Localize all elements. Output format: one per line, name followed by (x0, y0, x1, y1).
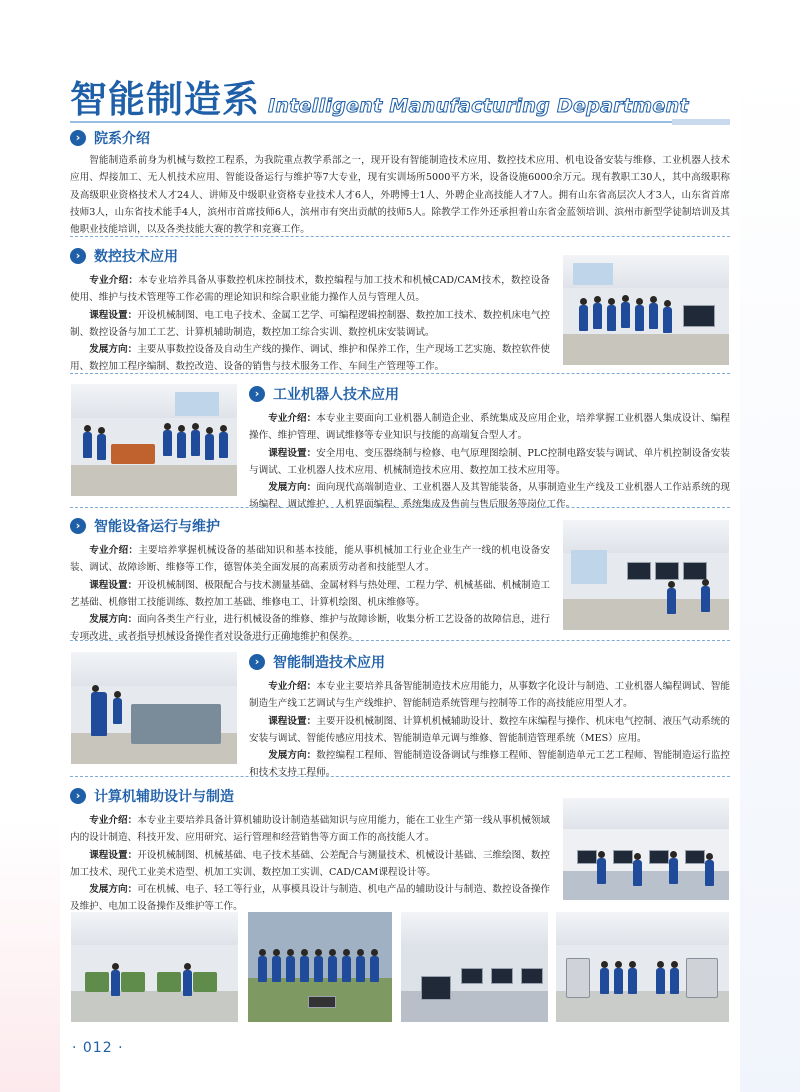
cnc-lab-photo (563, 255, 729, 365)
major-intro: 专业介绍：本专业主要培养具备计算机辅助设计制造基础知识与应用能力，能在工业生产第一线从事机械领域内的设计制造、科技开发、应用研究、运行管理和经营销售等方面工作的高技能人才。 (70, 815, 551, 844)
major-intro: 专业介绍：本专业主要面向工业机器人制造企业、系统集成及应用企业，培养掌握工业机器人集成设计、编程操作、维护管理、调试维修等专业知识与技能的高端复合型人才。 (249, 413, 730, 442)
section-header (70, 246, 550, 266)
section-department-intro (70, 128, 730, 238)
major-intro: 专业介绍：本专业培养具备从事数控机床控制技术，数控编程与加工技术和机械CAD/CAM技术，数控设备使用、维护与技术管理等工作必需的理论知识和综合职业能力操作人员与管理人员。 (70, 275, 550, 304)
page-title (70, 72, 689, 122)
cad-classroom-photo (563, 798, 729, 900)
major-career: 发展方向：主要从事数控设备及自动生产线的操作、调试、维护和保养工作，生产现场工艺实施、数控软件使用、数控加工程序编制、数控改造、设备的销售与技术服务工作、车间生产管理等工作。 (70, 344, 551, 373)
major-career: 发展方向：可在机械、电子、轻工等行业，从事模具设计与制造、机电产品的辅助设计与制造、数控设备操作及维护、电加工设备操作及维护等工作。 (70, 884, 551, 913)
chevron-right-icon: › (70, 130, 86, 146)
workshop-photo-1 (71, 912, 238, 1022)
title-underline-accent (672, 119, 730, 125)
section-divider (70, 507, 730, 508)
section-title: 计算机辅助设计与制造 (94, 789, 234, 805)
section-smart-manufacturing (249, 652, 730, 782)
section-title: 智能设备运行与维护 (94, 519, 220, 535)
robotics-lab-photo (71, 384, 237, 496)
major-intro: 专业介绍：本专业主要培养具备智能制造技术应用能力，从事数字化设计与制造、工业机器人编程调试、智能制造生产线工艺调试与生产线维护、智能制造系统管理与控制等工作的高技能应用型人才。 (249, 681, 730, 710)
chevron-right-icon: › (249, 654, 265, 670)
chevron-right-icon: › (70, 518, 86, 534)
section-cad-cam (70, 786, 550, 916)
section-header (249, 652, 730, 672)
machining-workshop-photo (556, 912, 729, 1022)
section-header (249, 384, 730, 404)
title-underline (70, 121, 730, 123)
page-number: · 012 · (72, 1040, 124, 1056)
smart-manufacturing-photo (71, 652, 237, 764)
major-courses: 课程设置：开设机械制图、机械基础、电子技术基础、公差配合与测量技术、机械设计基础、三维绘图、数控加工技术、现代工业美术造型、机加工实训、数控加工实训、CAD/CAM课程设计等。 (70, 849, 551, 878)
section-header (70, 786, 550, 806)
section-header (70, 516, 550, 536)
background-decoration-left (0, 820, 60, 1092)
chevron-right-icon: › (70, 788, 86, 804)
section-body (249, 678, 730, 782)
major-career: 发展方向：面向现代高端制造业、工业机器人及其智能装备，从事制造业生产线及工业机器人工作站系统的现场编程、调试维护、人机界面编程、系统集成及售前与售后服务等岗位工作。 (249, 482, 730, 511)
section-divider (70, 236, 730, 237)
major-intro: 专业介绍：主要培养掌握机械设备的基础知识和基本技能，能从事机械加工行业企业生产一线的机电设备安装、调试、故障诊断、维修等工作，德智体美全面发展的高素质劳动者和技能型人才。 (70, 545, 551, 574)
section-divider (70, 776, 730, 777)
section-body (70, 272, 550, 376)
major-career: 发展方向：面向各类生产行业，进行机械设备的维修、维护与故障诊断，收集分析工艺设备的故障信息，进行专项改进，或者指导机械设备操作者对设备进行正确地维护和保养。 (70, 614, 551, 643)
section-smart-equipment (70, 516, 550, 646)
section-divider (70, 373, 730, 374)
section-header (70, 128, 730, 148)
department-title-cn: 智能制造系 (70, 78, 260, 121)
chevron-right-icon: › (70, 248, 86, 264)
section-title: 工业机器人技术应用 (273, 387, 399, 403)
section-body (70, 152, 730, 238)
equipment-lab-photo (563, 520, 729, 630)
section-body (249, 410, 730, 514)
department-title-en: Intelligent Manufacturing Department (268, 95, 689, 117)
section-divider (70, 640, 730, 641)
drone-group-photo (248, 912, 392, 1022)
major-courses: 课程设置：开设机械制图、电工电子技术、金属工艺学、可编程逻辑控制器、数控加工技术、数控机床电气控制、数控设备与加工工艺、计算机辅助制造，数控加工综合实训、数控机床安装调试。 (70, 309, 551, 338)
section-body (70, 542, 550, 646)
section-body (70, 812, 550, 916)
major-courses: 课程设置：开设机械制图、极限配合与技术测量基础、金属材料与热处理、工程力学、机械基础、机械制造工艺基础、机修钳工技能训练、数控加工基础、维修电工、计算机绘图、机床维修等。 (70, 579, 551, 608)
section-title: 智能制造技术应用 (273, 655, 385, 671)
intro-paragraph: 智能制造系前身为机械与数控工程系，为我院重点教学系部之一，现开设有智能制造技术应用、数控技术应用、机电设备安装与维修、工业机器人技术应用、焊接加工、无人机技术应用、智能设备运行与维护等7大专业，现有实训场所5000平方米，设备设施6000余万元。现有教职工30人，其中高级职称及高级职业资格技术人才24人、讲师及中级职业资格专业技术人才6人，外聘博士1人、外聘企业高技能人才7人。拥有山东省高层次人才3人，山东省首席技师3人，山东省技术能手4人，滨州市首席技师6人，滨州市有突出贡献的技师5人。除教学工作外还承担着山东省金蓝领培训、滨州市新型学徒制培训及其他职业技能培训，以及各类技能大赛的教学和竞赛工作。 (70, 155, 730, 236)
chevron-right-icon: › (249, 386, 265, 402)
major-courses: 课程设置：主要开设机械制图、计算机机械辅助设计、数控车床编程与操作、机床电气控制、液压气动系统的安装与调试、智能传感应用技术、智能制造单元调与维修、智能制造管理系统（MES）应用。 (249, 715, 730, 744)
background-decoration-right (740, 60, 800, 1092)
major-courses: 课程设置：安全用电、变压器绕制与检修、电气原理图绘制、PLC控制电路安装与调试、单片机控制设备安装与调试、工业机器人技术应用、机械制造技术应用、数控加工技术应用等。 (249, 447, 731, 476)
computer-lab-photo (401, 912, 548, 1022)
major-career: 发展方向：数控编程工程师、智能制造设备调试与维修工程师、智能制造单元工艺工程师、智能制造运行监控和技术支持工程师。 (249, 750, 730, 779)
section-industrial-robotics (249, 384, 730, 514)
section-title: 数控技术应用 (94, 249, 178, 265)
section-title: 院系介绍 (94, 131, 150, 147)
section-cnc-technology (70, 246, 550, 376)
